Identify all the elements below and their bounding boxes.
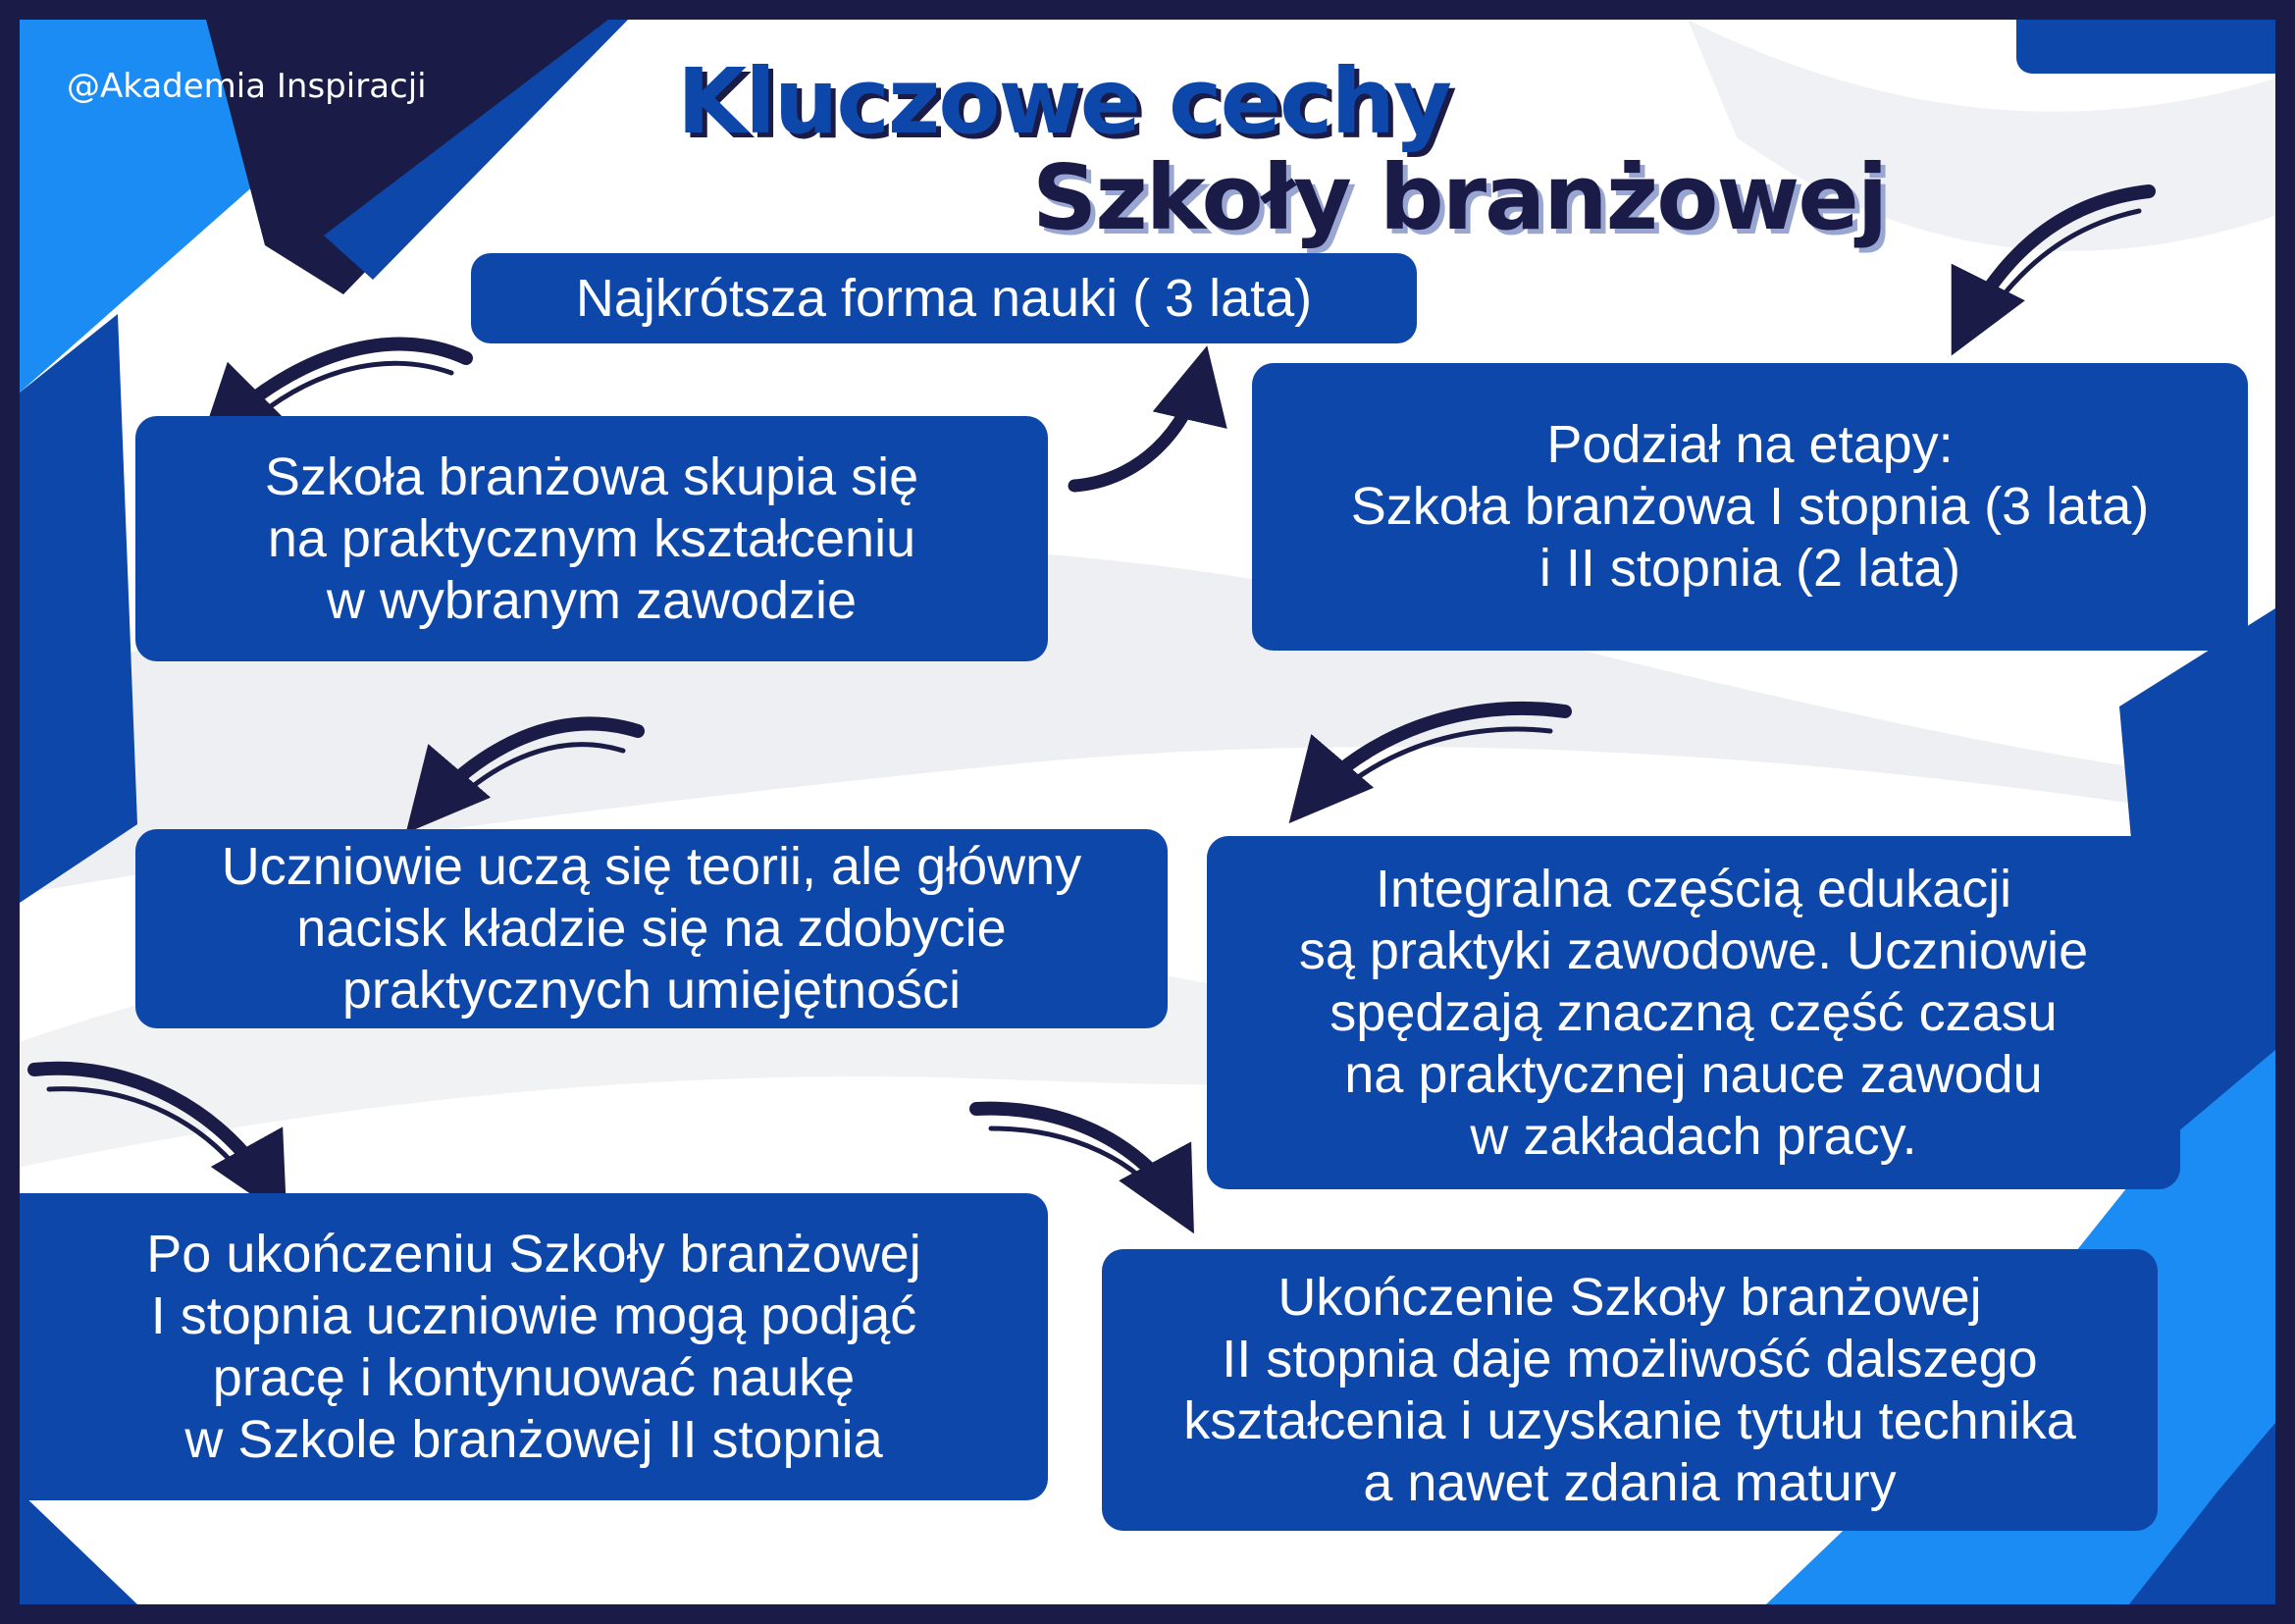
node-praktyki-zawodowe-text: Integralna częścią edukacji są praktyki zawodowe. Uczniowie spędzają znaczną część czasu na praktycznej nauce zawodu w zakładach pracy. bbox=[1298, 859, 2089, 1166]
node-praktyki-zawodowe bbox=[1207, 836, 2180, 1189]
node-podzial-na-etapy bbox=[1252, 363, 2248, 651]
canvas bbox=[20, 20, 2275, 1604]
node-ukonczenie-ii-stopnia bbox=[1102, 1249, 2158, 1531]
node-najkrotsza-forma bbox=[471, 253, 1417, 343]
arrow-to-najkrotsza bbox=[1074, 368, 1202, 486]
node-teoria-i-praktyka-text: Uczniowie uczą się teorii, ale główny nacisk kładzie się na zdobycie praktycznych umiejętności bbox=[221, 837, 1082, 1020]
node-teoria-i-praktyka bbox=[135, 829, 1168, 1028]
node-po-ukonczeniu-text: Po ukończeniu Szkoły branżowej I stopnia uczniowie mogą podjąć pracę i kontynuować naukę w Szkole branżowej II stopnia bbox=[146, 1224, 921, 1469]
page-title-line1: Kluczowe cechy bbox=[677, 49, 1450, 154]
node-praktyczne-ksztalcenie bbox=[135, 416, 1048, 661]
page-title-line2: Szkoły branżowej bbox=[1032, 145, 1887, 250]
node-praktyczne-ksztalcenie-text: Szkoła branżowa skupia się na praktycznym kształceniu w wybranym zawodzie bbox=[264, 446, 919, 630]
node-podzial-na-etapy-text: Podział na etapy: Szkoła branżowa I stopnia (3 lata) i II stopnia (2 lata) bbox=[1350, 415, 2150, 598]
node-najkrotsza-forma-text: Najkrótsza forma nauki ( 3 lata) bbox=[575, 268, 1313, 328]
author-handle: @Akademia Inspiracji bbox=[67, 67, 427, 106]
node-ukonczenie-ii-stopnia-text: Ukończenie Szkoły branżowej II stopnia daje możliwość dalszego kształcenia i uzyskanie tytułu technika a nawet zdania matury bbox=[1183, 1267, 2076, 1512]
node-po-ukonczeniu bbox=[20, 1193, 1048, 1500]
